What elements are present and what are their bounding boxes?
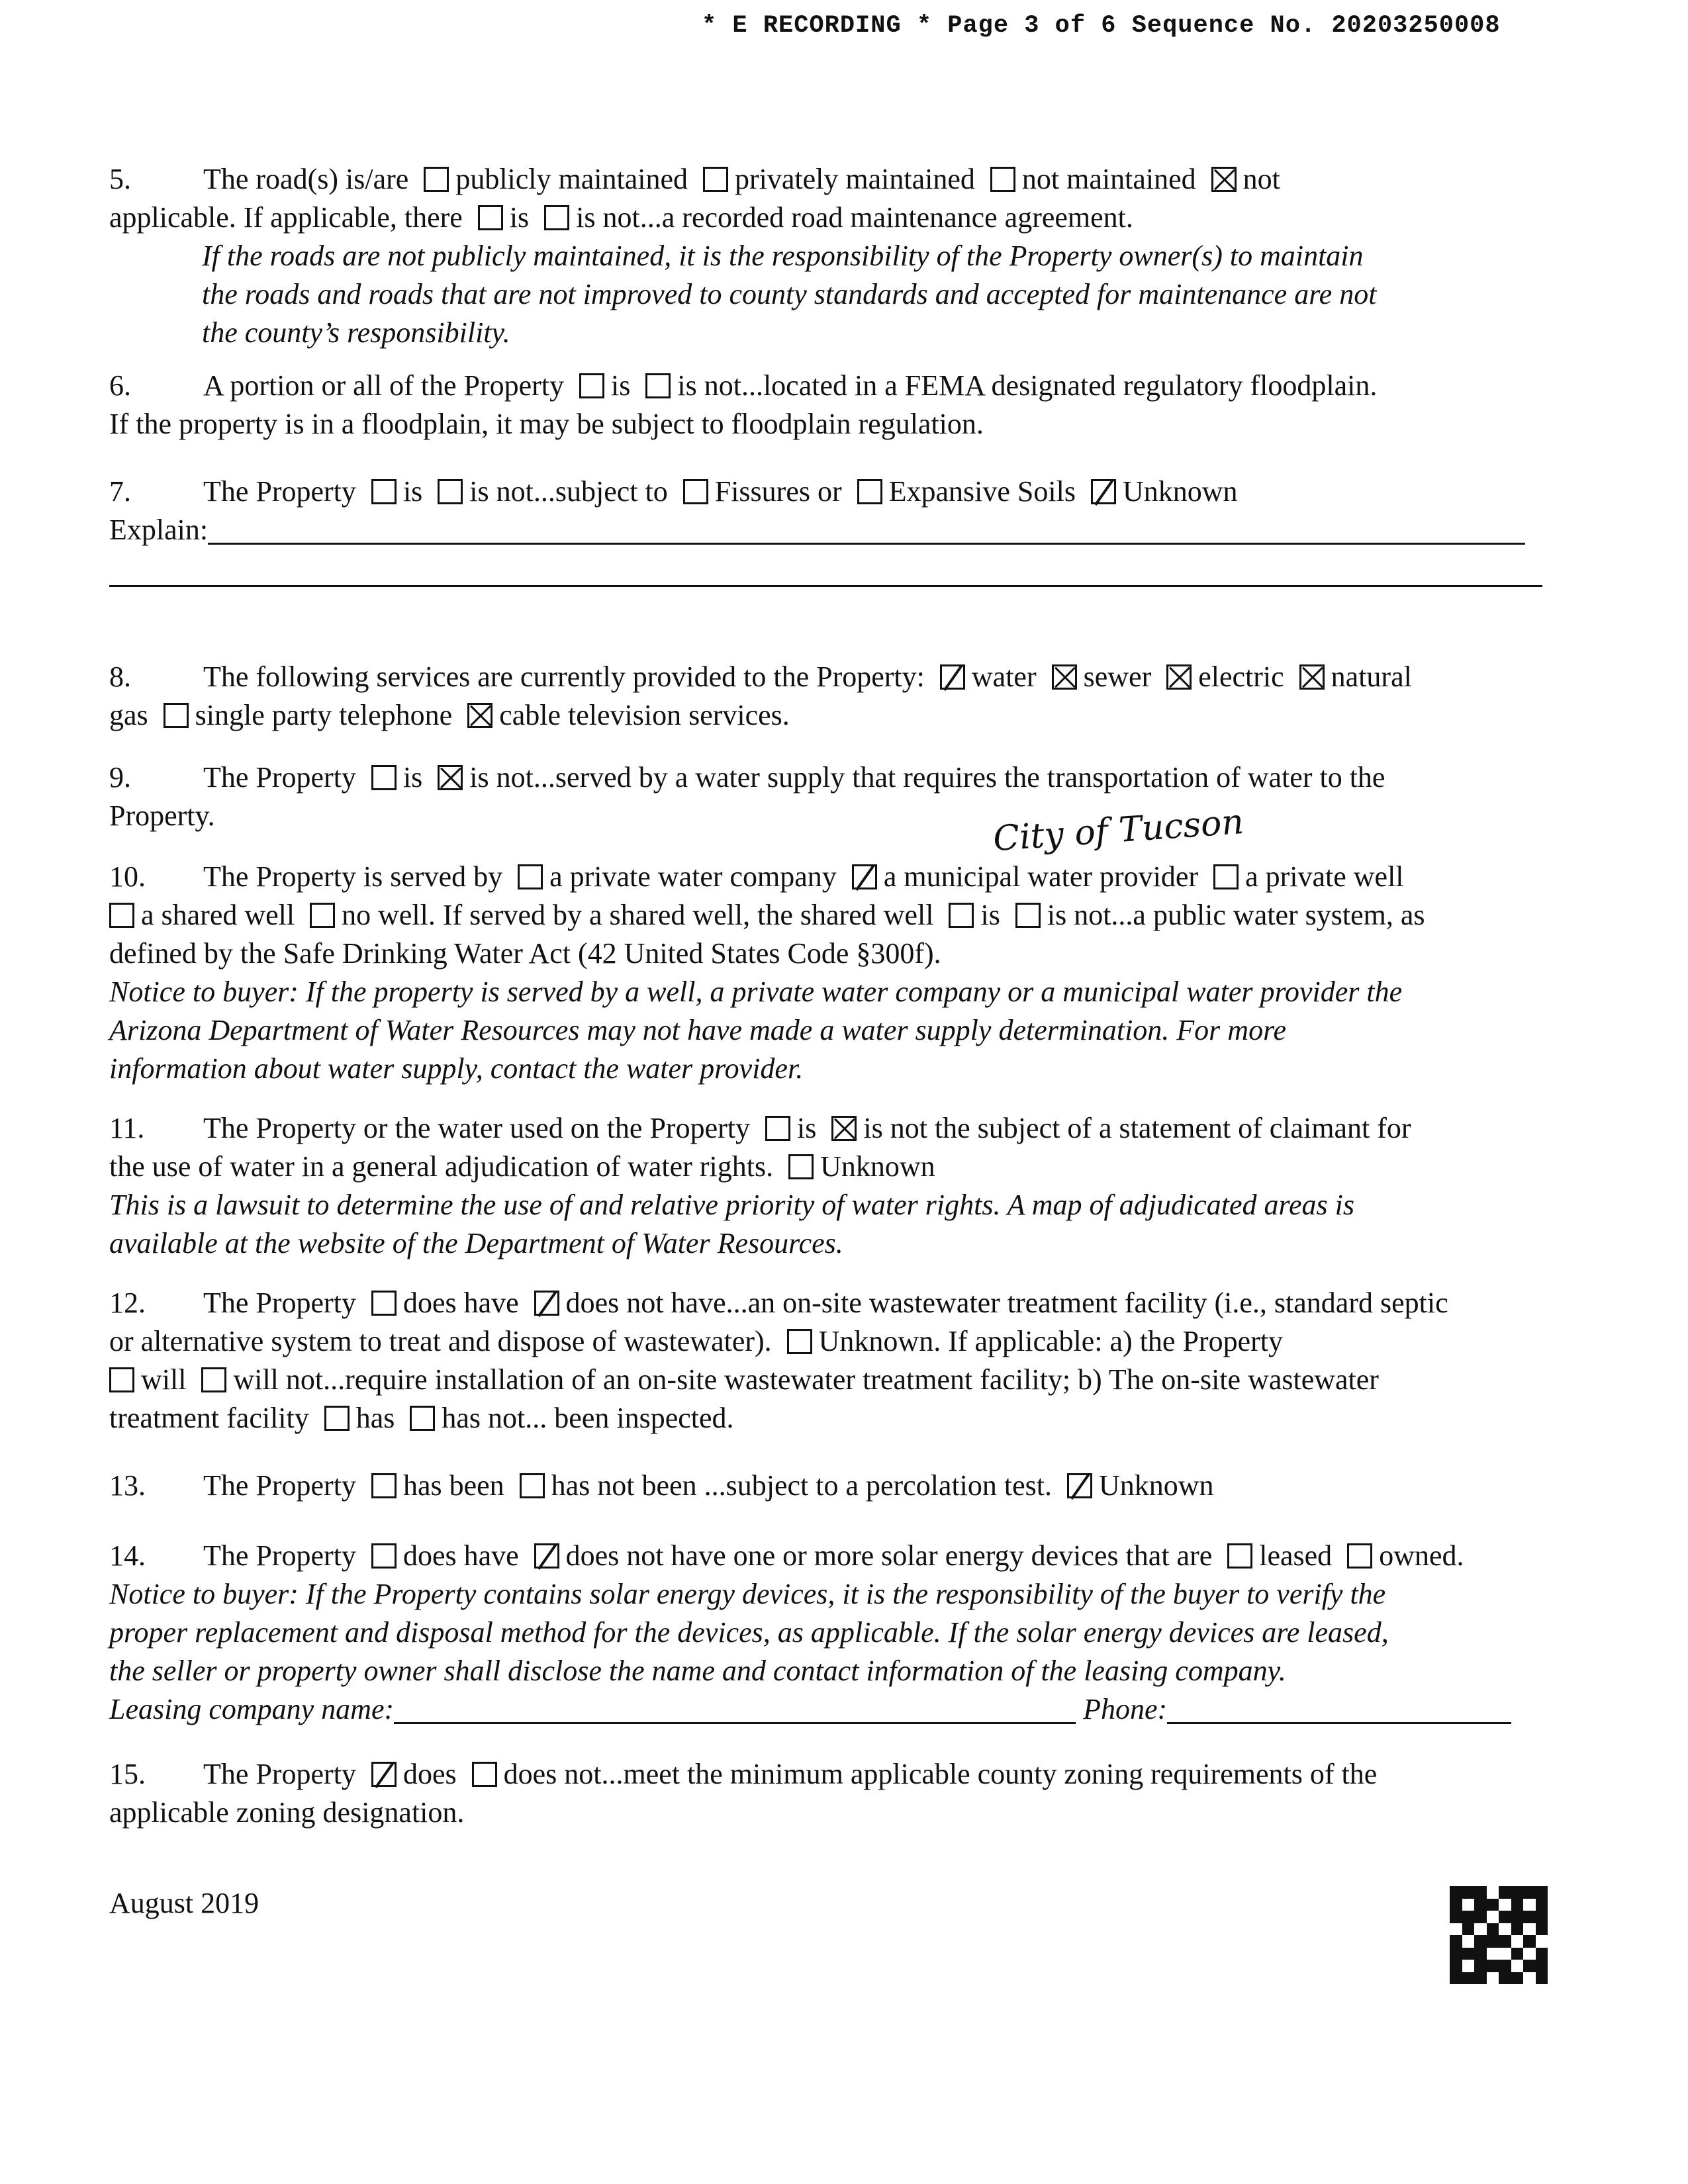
leasing-company-label: Leasing company name:	[109, 1693, 395, 1725]
section-15	[109, 1755, 1566, 1832]
section-number: 7.	[109, 475, 131, 508]
note: the seller or property owner shall disclose the name and contact information of the leasing company.	[109, 1655, 1286, 1687]
checkbox-does-have[interactable]	[371, 1291, 397, 1316]
explain-input-line[interactable]	[208, 516, 1525, 545]
option-label: will	[141, 1363, 187, 1396]
checkbox-will-not[interactable]	[201, 1367, 226, 1392]
option-label: does have	[402, 1539, 519, 1572]
option-label: Fissures or	[714, 475, 842, 508]
checkbox-does-not[interactable]	[472, 1762, 497, 1787]
section-5	[109, 160, 1566, 352]
text: treatment facility	[109, 1402, 309, 1434]
note: available at the website of the Department of Water Resources.	[109, 1227, 843, 1259]
note: If the roads are not publicly maintained, it is the responsibility of the Property owner(s) to maintain	[202, 240, 1364, 272]
checkbox-does-have[interactable]	[371, 1543, 397, 1569]
option-label: has not... been inspected.	[442, 1402, 734, 1434]
option-label: will not...require installation of an on-site wastewater treatment facility; b) The on-site wastewater	[233, 1363, 1379, 1396]
section-7	[109, 473, 1566, 587]
option-label: is	[509, 201, 530, 234]
option-label: is not...a recorded road maintenance agreement.	[576, 201, 1133, 234]
checkbox-no-well[interactable]	[310, 903, 335, 928]
handwritten-annotation: City of Tucson	[992, 801, 1245, 860]
section-6	[109, 367, 1566, 443]
option-label: is not the subject of a statement of claimant for	[863, 1112, 1411, 1144]
phone-input-line[interactable]	[1167, 1696, 1511, 1724]
checkbox-does-not-have-checked[interactable]	[534, 1291, 559, 1316]
checkbox-has-not-been[interactable]	[520, 1473, 545, 1498]
option-label: has not been ...subject to a percolation test.	[551, 1469, 1052, 1502]
text: the use of water in a general adjudication of water rights.	[109, 1150, 774, 1183]
option-label: is	[611, 369, 631, 402]
checkbox-telephone[interactable]	[164, 703, 189, 728]
checkbox-publicly-maintained[interactable]	[424, 167, 449, 192]
recording-header: * E RECORDING * Page 3 of 6 Sequence No. 20203250008	[702, 12, 1501, 40]
checkbox-is-not[interactable]	[438, 479, 463, 504]
text: gas	[109, 699, 148, 731]
checkbox-is[interactable]	[371, 765, 397, 790]
checkbox-not-applicable-checked[interactable]	[1211, 167, 1237, 192]
option-label: electric	[1198, 660, 1284, 693]
option-label: does not have one or more solar energy devices that are	[565, 1539, 1213, 1572]
option-label: is	[402, 761, 423, 794]
note: This is a lawsuit to determine the use of and relative priority of water rights. A map of adjudicated areas is	[109, 1189, 1354, 1221]
section-number: 8.	[109, 660, 131, 693]
text: Property.	[109, 799, 215, 832]
text: The Property is served by	[203, 860, 503, 893]
checkbox-not-maintained[interactable]	[990, 167, 1015, 192]
checkbox-municipal-provider-checked[interactable]	[852, 864, 877, 889]
text: The Property	[203, 1287, 356, 1319]
option-label: does not have...an on-site wastewater treatment facility (i.e., standard septic	[565, 1287, 1448, 1319]
text: applicable. If applicable, there	[109, 201, 463, 234]
qr-code-icon	[1450, 1886, 1548, 1984]
option-label: publicly maintained	[455, 163, 688, 195]
checkbox-is[interactable]	[765, 1116, 790, 1141]
checkbox-owned[interactable]	[1347, 1543, 1372, 1569]
note: proper replacement and disposal method for the devices, as applicable. If the solar energy devices are leased,	[109, 1616, 1389, 1649]
section-13	[109, 1467, 1566, 1505]
option-label: a private well	[1245, 860, 1404, 893]
checkbox-does-not-have-checked[interactable]	[534, 1543, 559, 1569]
note: information about water supply, contact the water provider.	[109, 1052, 804, 1085]
section-number: 5.	[109, 163, 131, 195]
option-label: owned.	[1379, 1539, 1464, 1572]
section-number: 6.	[109, 369, 131, 402]
text: The following services are currently provided to the Property:	[203, 660, 925, 693]
section-12	[109, 1284, 1566, 1437]
checkbox-leased[interactable]	[1227, 1543, 1252, 1569]
note: the roads and roads that are not improved to county standards and accepted for maintenance are not	[202, 278, 1377, 310]
text: A portion or all of the Property	[203, 369, 565, 402]
checkbox-is-not-checked[interactable]	[438, 765, 463, 790]
option-label: sewer	[1083, 660, 1152, 693]
text: or alternative system to treat and dispose of wastewater).	[109, 1325, 772, 1357]
option-label: is not...located in a FEMA designated regulatory floodplain.	[677, 369, 1378, 402]
option-label: is	[797, 1112, 817, 1144]
checkbox-cable-tv-checked[interactable]	[467, 703, 492, 728]
text: defined by the Safe Drinking Water Act (42 United States Code §300f).	[109, 937, 941, 970]
checkbox-private-water-company[interactable]	[518, 864, 543, 889]
section-10	[109, 858, 1566, 1088]
option-label: is	[402, 475, 423, 508]
checkbox-is[interactable]	[949, 903, 974, 928]
checkbox-shared-well[interactable]	[109, 903, 134, 928]
checkbox-expansive-soils[interactable]	[857, 479, 882, 504]
note: Notice to buyer: If the property is served by a well, a private water company or a municipal water provider the	[109, 976, 1403, 1008]
checkbox-is-not-checked[interactable]	[831, 1116, 857, 1141]
option-label: does not...meet the minimum applicable county zoning requirements of the	[503, 1758, 1378, 1790]
option-label: does have	[402, 1287, 519, 1319]
text: The Property	[203, 761, 356, 794]
text: The Property or the water used on the Property	[203, 1112, 750, 1144]
option-label: not	[1243, 163, 1280, 195]
option-label: water	[971, 660, 1037, 693]
section-number: 15.	[109, 1758, 146, 1790]
option-label: Unknown	[1099, 1469, 1214, 1502]
checkbox-has-not[interactable]	[410, 1406, 435, 1431]
option-label: leased	[1259, 1539, 1333, 1572]
section-number: 13.	[109, 1469, 146, 1502]
checkbox-is[interactable]	[579, 373, 604, 398]
checkbox-water-checked[interactable]	[940, 664, 965, 690]
option-label: does	[402, 1758, 457, 1790]
text: The road(s) is/are	[203, 163, 409, 195]
option-label: single party telephone	[195, 699, 453, 731]
checkbox-is-not[interactable]	[645, 373, 671, 398]
option-label: has	[355, 1402, 395, 1434]
checkbox-does-checked[interactable]	[371, 1762, 397, 1787]
checkbox-sewer-checked[interactable]	[1052, 664, 1077, 690]
checkbox-natural-gas-checked[interactable]	[1299, 664, 1325, 690]
text: The Property	[203, 1469, 356, 1502]
text: If the property is in a floodplain, it may be subject to floodplain regulation.	[109, 408, 984, 440]
option-label: Unknown. If applicable: a) the Property	[818, 1325, 1283, 1357]
text: The Property	[203, 1758, 356, 1790]
section-14	[109, 1537, 1566, 1729]
checkbox-is[interactable]	[478, 205, 503, 230]
option-label: Unknown	[1122, 475, 1238, 508]
option-label: natural	[1331, 660, 1412, 693]
checkbox-fissures[interactable]	[683, 479, 708, 504]
checkbox-is[interactable]	[371, 479, 397, 504]
leasing-company-input-line[interactable]	[394, 1696, 1076, 1724]
explain-input-line[interactable]	[109, 549, 1542, 587]
checkbox-unknown-checked[interactable]	[1067, 1473, 1092, 1498]
section-11	[109, 1109, 1566, 1263]
checkbox-has-been[interactable]	[371, 1473, 397, 1498]
note: the county’s responsibility.	[202, 316, 510, 349]
checkbox-privately-maintained[interactable]	[703, 167, 728, 192]
checkbox-unknown[interactable]	[787, 1329, 812, 1354]
checkbox-has[interactable]	[324, 1406, 350, 1431]
option-label: a municipal water provider	[883, 860, 1199, 893]
option-label: a shared well	[141, 899, 295, 931]
option-label: is	[980, 899, 1000, 931]
checkbox-unknown-checked[interactable]	[1091, 479, 1116, 504]
section-number: 9.	[109, 761, 131, 794]
option-label: is not...subject to	[469, 475, 668, 508]
option-label: Unknown	[820, 1150, 935, 1183]
note: Notice to buyer: If the Property contains solar energy devices, it is the responsibility of the buyer to verify the	[109, 1578, 1386, 1610]
option-label: is not...served by a water supply that requires the transportation of water to the	[469, 761, 1385, 794]
section-8	[109, 658, 1566, 735]
text: applicable zoning designation.	[109, 1796, 465, 1829]
option-label: has been	[402, 1469, 504, 1502]
section-number: 12.	[109, 1287, 146, 1319]
text: The Property	[203, 1539, 356, 1572]
checkbox-private-well[interactable]	[1213, 864, 1239, 889]
checkbox-is-not[interactable]	[1015, 903, 1041, 928]
section-number: 10.	[109, 860, 146, 893]
option-label: a private water company	[549, 860, 837, 893]
section-number: 14.	[109, 1539, 146, 1572]
text: The Property	[203, 475, 356, 508]
note: Arizona Department of Water Resources may not have made a water supply determination. For more	[109, 1014, 1287, 1046]
phone-label: Phone:	[1083, 1693, 1168, 1725]
option-label: is not...a public water system, as	[1047, 899, 1425, 931]
footer-date: August 2019	[109, 1887, 259, 1919]
explain-label: Explain:	[109, 514, 209, 546]
option-label: no well. If served by a shared well, the shared well	[342, 899, 934, 931]
option-label: Expansive Soils	[888, 475, 1076, 508]
checkbox-electric-checked[interactable]	[1166, 664, 1192, 690]
section-number: 11.	[109, 1112, 145, 1144]
section-9	[109, 758, 1566, 835]
checkbox-unknown[interactable]	[788, 1154, 814, 1179]
checkbox-will[interactable]	[109, 1367, 134, 1392]
checkbox-is-not[interactable]	[544, 205, 569, 230]
option-label: privately maintained	[735, 163, 975, 195]
option-label: cable television services.	[499, 699, 790, 731]
option-label: not maintained	[1021, 163, 1196, 195]
